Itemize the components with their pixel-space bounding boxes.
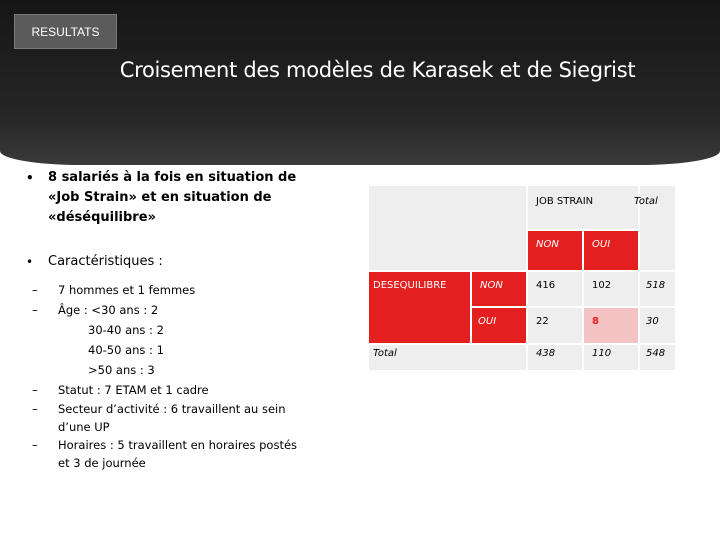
bullet-caracteristiques — [26, 252, 326, 272]
table-cell: 518 — [639, 271, 676, 307]
table-cell: 22 — [527, 307, 583, 344]
bullet-list — [26, 168, 326, 472]
table-cell: 102 — [583, 271, 639, 307]
sub-item-horaires: – Horaires : 5 travaillent en horaires postés et 3 de journée — [32, 438, 298, 470]
bullet-dot-icon: • — [26, 171, 34, 185]
slide-title: Croisement des modèles de Karasek et de Siegrist — [119, 58, 636, 82]
table-cell: 438 — [527, 344, 583, 371]
table-cell: 30 — [639, 307, 676, 344]
table-cell: 416 — [527, 271, 583, 307]
sub-item-statut: – Statut : 7 ETAM et 1 cadre — [32, 383, 209, 397]
age-group-line: >50 ans : 3 — [88, 363, 155, 377]
totals-row-header: Total — [368, 344, 527, 371]
col-header-non: NON — [527, 230, 583, 271]
col-header-oui: OUI — [583, 230, 639, 271]
row-header-non: NON — [471, 271, 527, 307]
table-cell-highlight: 8 — [583, 307, 639, 344]
section-tag: RESULTATS — [14, 14, 117, 49]
bullet-job-strain — [26, 168, 326, 228]
sub-item-sexe: – 7 hommes et 1 femmes — [32, 283, 196, 297]
table-cell: 548 — [639, 344, 676, 371]
age-group-line: 40-50 ans : 1 — [88, 343, 164, 357]
bullet-text-line: «déséquilibre» — [48, 210, 156, 225]
bullet-heading: Caractéristiques : — [48, 254, 163, 269]
sub-item-secteur: – Secteur d’activité : 6 travaillent au sein d’une UP — [32, 402, 286, 434]
bullet-text-line: «Job Strain» et en situation de — [48, 190, 272, 205]
total-col-header: Total — [639, 185, 676, 271]
desequilibre-header: DESEQUILIBRE — [368, 271, 471, 344]
table-empty-cell — [368, 185, 527, 271]
bullet-text-line: 8 salariés à la fois en situation de — [48, 170, 297, 185]
sub-item-age: – Âge : <30 ans : 2 — [32, 303, 159, 317]
characteristics-list — [32, 280, 326, 472]
slide-header — [0, 0, 720, 165]
table-cell: 110 — [583, 344, 639, 371]
row-header-oui: OUI — [471, 307, 527, 344]
cross-table — [368, 185, 676, 371]
job-strain-header: JOB STRAIN — [527, 185, 639, 230]
bullet-dot-icon: • — [26, 255, 34, 269]
age-group-line: 30-40 ans : 2 — [88, 323, 164, 337]
